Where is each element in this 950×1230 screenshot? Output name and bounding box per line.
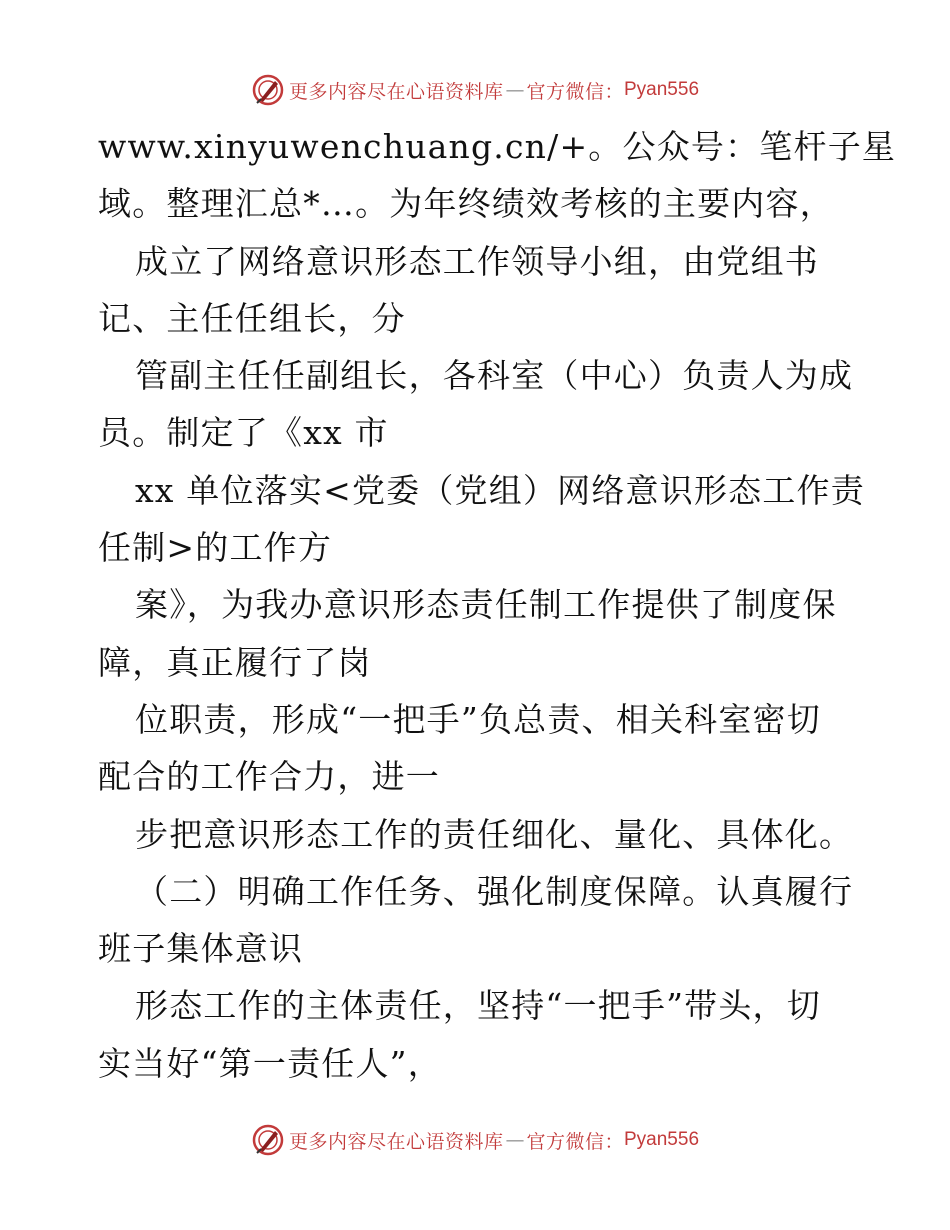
text-line: 任制>的工作方 <box>98 528 333 568</box>
text-line: 成立了网络意识形态工作领导小组，由党组书 <box>135 241 819 281</box>
document-body <box>98 118 897 1092</box>
watermark-suffix: 官方微信： <box>526 80 624 103</box>
text-line: 管副主任任副组长，各科室（中心）负责人为成 <box>135 356 854 396</box>
footer-watermark <box>0 1120 950 1160</box>
watermark-dash: — <box>505 1129 525 1151</box>
quill-seal-icon <box>251 73 285 107</box>
watermark-id: Pyan556 <box>624 1129 700 1150</box>
quill-seal-icon <box>251 1123 285 1157</box>
watermark-suffix: 官方微信： <box>526 1130 624 1153</box>
text-line: 记、主任任组长，分 <box>98 298 406 338</box>
text-line: xx 单位落实<党委（党组）网络意识形态工作责 <box>135 470 865 510</box>
watermark-dash: — <box>505 79 525 101</box>
text-line: www.xinyuwenchuang.cn/+。公众号：笔杆子星 <box>98 127 897 166</box>
watermark-text: 更多内容尽在心语资料库 <box>288 1130 504 1153</box>
text-line: 班子集体意识 <box>98 929 304 969</box>
text-line: 障，真正履行了岗 <box>98 642 372 682</box>
text-line: 步把意识形态工作的责任细化、量化、具体化。 <box>135 814 854 854</box>
text-line: （二）明确工作任务、强化制度保障。认真履行 <box>135 871 854 911</box>
text-line: 案》，为我办意识形态责任制工作提供了制度保 <box>135 585 837 625</box>
text-line: 形态工作的主体责任，坚持“一把手”带头，切 <box>135 986 821 1026</box>
watermark-text: 更多内容尽在心语资料库 <box>288 80 504 103</box>
text-line: 员。制定了《xx 市 <box>98 413 389 453</box>
watermark-id: Pyan556 <box>624 79 700 100</box>
text-line: 配合的工作合力，进一 <box>98 757 440 797</box>
text-line: 实当好“第一责任人”， <box>98 1043 442 1083</box>
header-watermark <box>0 70 950 110</box>
text-line: 位职责，形成“一把手”负总责、相关科室密切 <box>135 699 821 739</box>
text-line: 域。整理汇总*…。为年终绩效考核的主要内容， <box>98 184 834 224</box>
